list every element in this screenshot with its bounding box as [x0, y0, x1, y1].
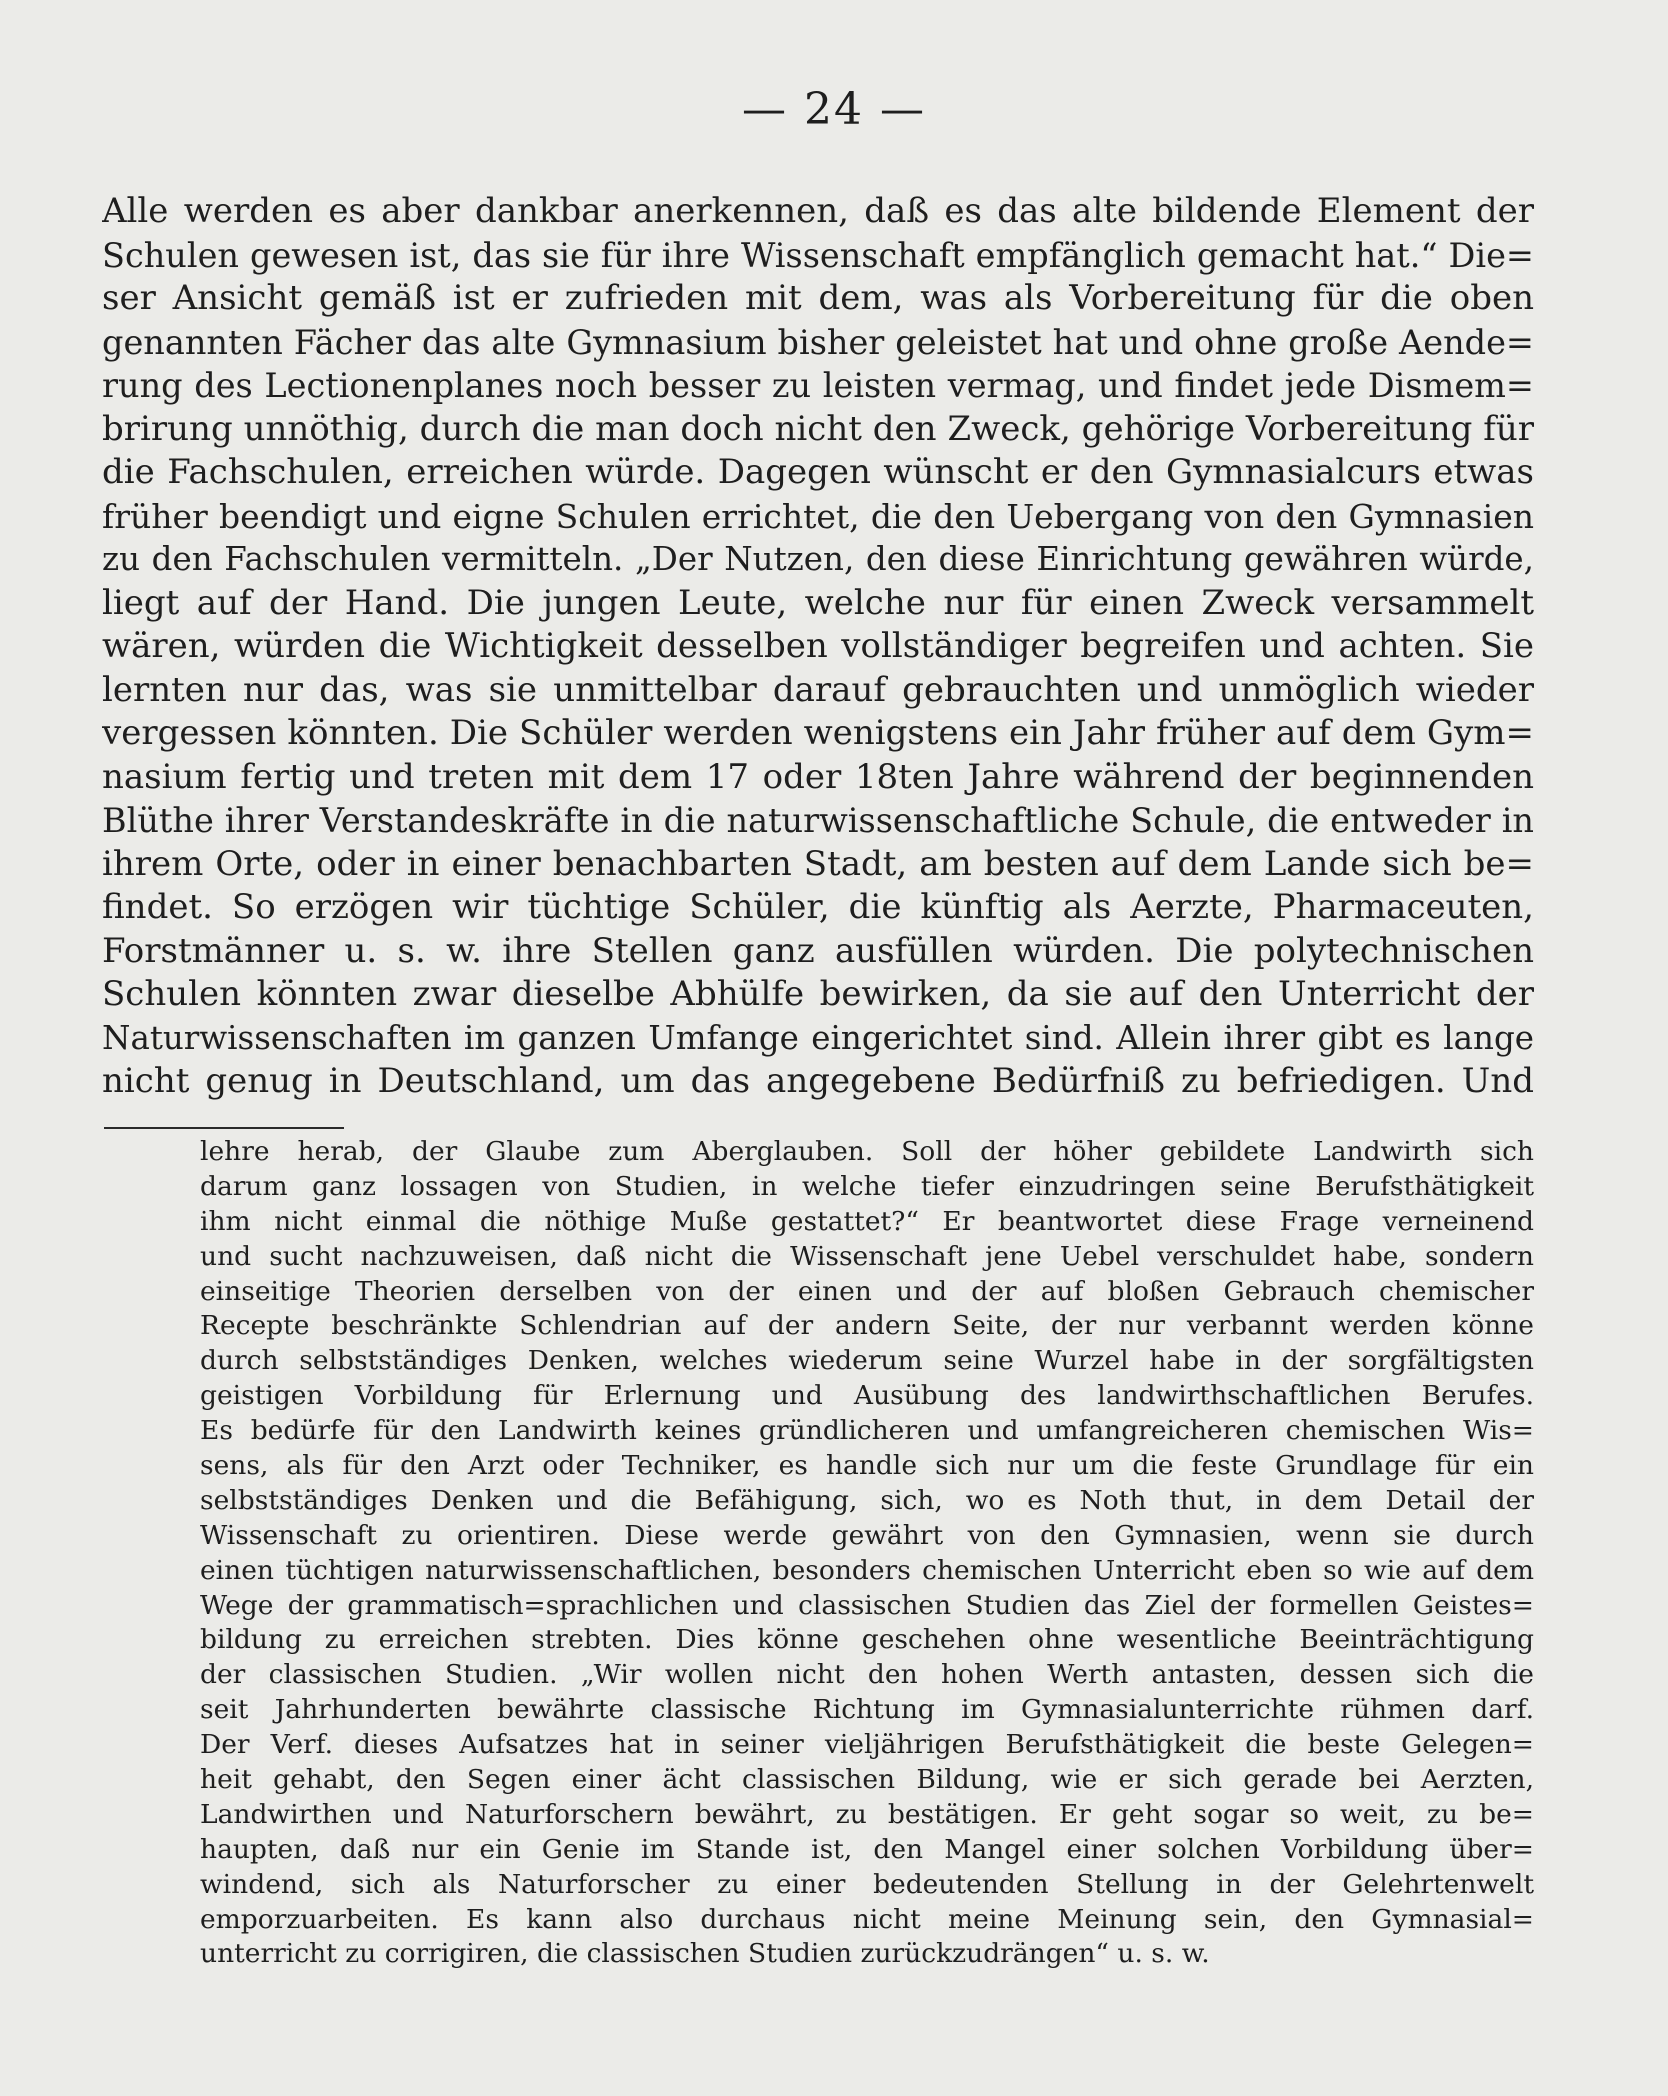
footnote-line: selbstständiges Denken und die Befähigung, sich, wo es Noth thut, in dem Detail der [200, 1484, 1534, 1516]
text-line: Schulen gewesen ist, das sie für ihre Wissenschaft empfänglich gemacht hat.“ Die= [102, 235, 1534, 275]
footnote-line: windend, sich als Naturforscher zu einer bedeutenden Stellung in der Gelehrtenwelt [200, 1868, 1534, 1900]
footnote-line: ihm nicht einmal die nöthige Muße gestattet?“ Er beantwortet diese Frage verneinend [200, 1205, 1534, 1237]
footnote-line: bildung zu erreichen strebten. Dies könne geschehen ohne wesentliche Beeinträchtigung [200, 1624, 1534, 1656]
footnote-line: der classischen Studien. „Wir wollen nicht den hohen Werth antasten, dessen sich die [200, 1659, 1534, 1691]
footnote-line: lehre herab, der Glaube zum Aberglauben. Soll der höher gebildete Landwirth sich [200, 1136, 1534, 1167]
footnote-line: heit gehabt, den Segen einer ächt classischen Bildung, wie er sich gerade bei Aerzten, [200, 1764, 1534, 1796]
text-line: liegt auf der Hand. Die jungen Leute, welche nur für einen Zweck versammelt [102, 582, 1534, 623]
footnote-line: geistigen Vorbildung für Erlernung und Ausübung des landwirthschaftlichen Berufes. [200, 1380, 1534, 1412]
text-line: genannten Fächer das alte Gymnasium bisher geleistet hat und ohne große Aende= [102, 322, 1534, 362]
text-line: früher beendigt und eigne Schulen errichtet, die den Uebergang von den Gymnasien [102, 496, 1534, 536]
text-line: die Fachschulen, erreichen würde. Dagegen wünscht er den Gymnasialcurs etwas [102, 452, 1534, 492]
text-line: Alle werden es aber dankbar anerkennen, daß es das alte bildende Element der [102, 191, 1534, 231]
text-line: zu den Fachschulen vermitteln. „Der Nutzen, den diese Einrichtung gewähren würde, [102, 540, 1534, 578]
footnote-line: Der Verf. dieses Aufsatzes hat in seiner vieljährigen Berufsthätigkeit die beste Gelegen= [200, 1729, 1534, 1761]
text-line: rung des Lectionenplanes noch besser zu leisten vermag, und findet jede Dismem= [102, 366, 1534, 405]
footnote-line: Landwirthen und Naturforschern bewährt, zu bestätigen. Er geht sogar so weit, zu be= [200, 1798, 1534, 1830]
footnote-line: Wege der grammatisch=sprachlichen und classischen Studien das Ziel der formellen Geistes= [200, 1589, 1534, 1621]
footnote-line: Wissenschaft zu orientiren. Diese werde gewährt von den Gymnasien, wenn sie durch [200, 1519, 1534, 1551]
footnote-line: Recepte beschränkte Schlendrian auf der andern Seite, der nur verbannt werden könne [200, 1310, 1534, 1342]
text-line: ser Ansicht gemäß ist er zufrieden mit dem, was als Vorbereitung für die oben [102, 278, 1534, 318]
footnote-line: einen tüchtigen naturwissenschaftlichen, besonders chemischen Unterricht eben so wie auf dem [200, 1554, 1534, 1586]
text-line: Blüthe ihrer Verstandeskräfte in die naturwissenschaftliche Schule, die entweder in [102, 801, 1534, 840]
text-line: Schulen könnten zwar dieselbe Abhülfe bewirken, da sie auf den Unterricht der [102, 974, 1534, 1014]
page-number: — 24 — [742, 84, 926, 135]
footnote-line: seit Jahrhunderten bewährte classische Richtung im Gymnasialunterrichte rühmen darf. [200, 1694, 1534, 1726]
footnote-line: einseitige Theorien derselben von der einen und der auf bloßen Gebrauch chemischer [200, 1275, 1534, 1307]
text-line: wären, würden die Wichtigkeit desselben vollständiger begreifen und achten. Sie [102, 626, 1534, 666]
text-line: nasium fertig und treten mit dem 17 oder 18ten Jahre während der beginnenden [102, 756, 1534, 797]
text-line: Forstmänner u. s. w. ihre Stellen ganz ausfüllen würden. Die polytechnischen [102, 930, 1534, 971]
text-line: vergessen könnten. Die Schüler werden wenigstens ein Jahr früher auf dem Gym= [102, 713, 1534, 753]
footnote-line: haupten, daß nur ein Genie im Stande ist, den Mangel einer solchen Vorbildung über= [200, 1833, 1534, 1865]
footnote-line: sens, als für den Arzt oder Techniker, es handle sich nur um die feste Grundlage für ein [200, 1450, 1534, 1482]
footnote-rule [104, 1127, 344, 1129]
text-line: lernten nur das, was sie unmittelbar darauf gebrauchten und unmöglich wieder [102, 669, 1534, 710]
main-text [102, 190, 1534, 1104]
footnote-line: darum ganz lossagen von Studien, in welche tiefer einzudringen seine Berufsthätigkeit [200, 1170, 1534, 1202]
text-line: nicht genug in Deutschland, um das angegebene Bedürfniß zu befriedigen. Und [102, 1061, 1534, 1101]
footnote-text [200, 1135, 1534, 1972]
footnote-line: unterricht zu corrigiren, die classischen Studien zurückzudrängen“ u. s. w. [200, 1938, 1210, 1970]
footnote-line: Es bedürfe für den Landwirth keines gründlicheren und umfangreicheren chemischen Wis= [200, 1415, 1534, 1447]
text-line: Naturwissenschaften im ganzen Umfange eingerichtet sind. Allein ihrer gibt es lange [102, 1018, 1534, 1057]
text-line: brirung unnöthig, durch die man doch nicht den Zweck, gehörige Vorbereitung für [102, 408, 1534, 449]
footnote-line: durch selbstständiges Denken, welches wiederum seine Wurzel habe in der sorgfältigsten [200, 1345, 1534, 1377]
footnote-line: und sucht nachzuweisen, daß nicht die Wissenschaft jene Uebel verschuldet habe, sondern [200, 1240, 1534, 1272]
text-line: ihrem Orte, oder in einer benachbarten Stadt, am besten auf dem Lande sich be= [102, 843, 1534, 884]
text-line: findet. So erzögen wir tüchtige Schüler, die künftig als Aerzte, Pharmaceuten, [102, 887, 1534, 927]
footnote-line: emporzuarbeiten. Es kann also durchaus nicht meine Meinung sein, den Gymnasial= [200, 1903, 1534, 1935]
